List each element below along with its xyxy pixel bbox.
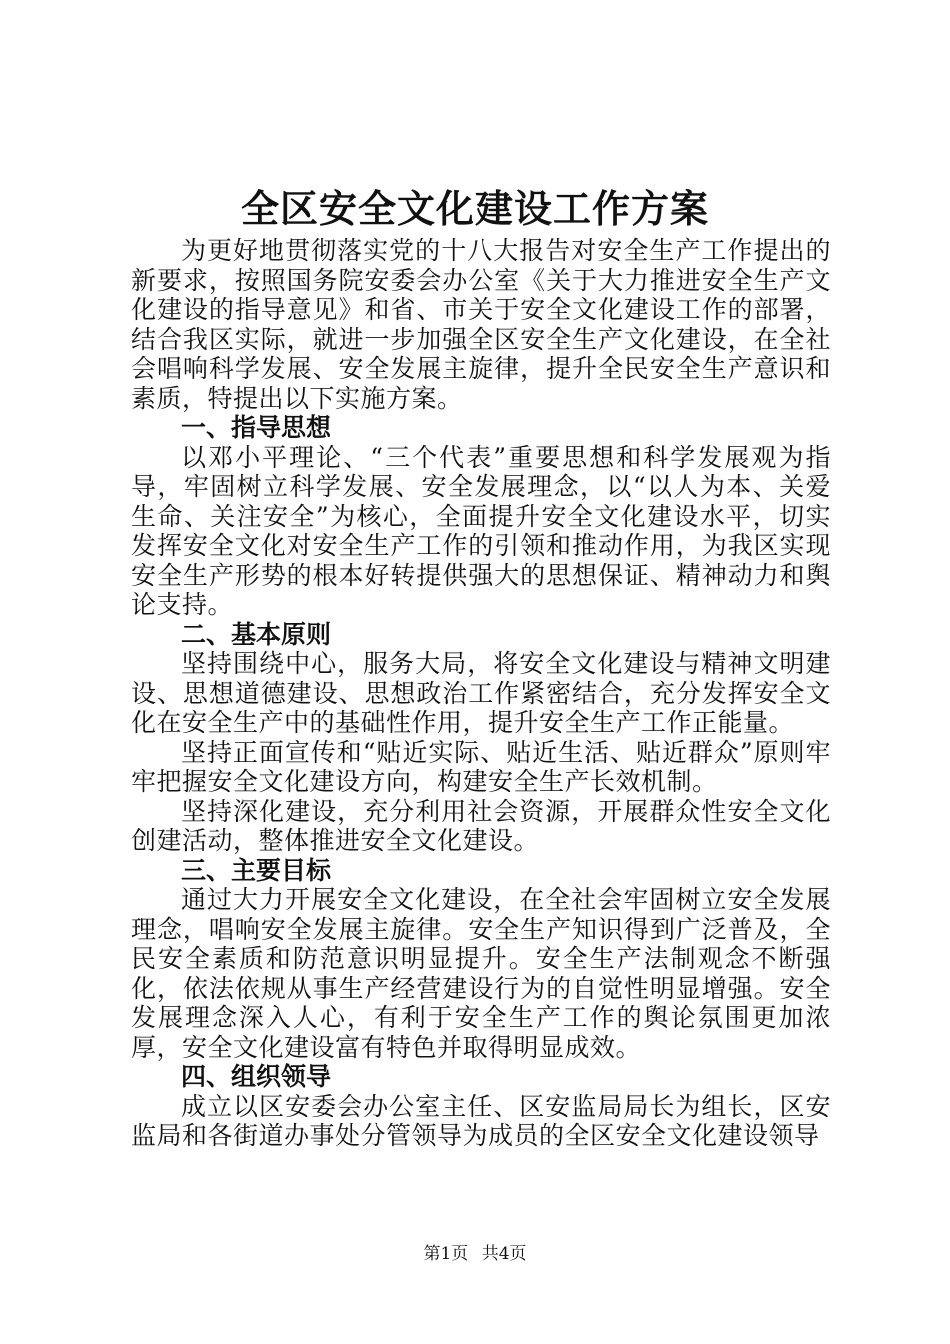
section-paragraph: 坚持正面宣传和“贴近实际、贴近生活、贴近群众”原则牢牢把握安全文化建设方向，构建安全生产长效机制。	[131, 737, 831, 796]
page-number: 第1页	[423, 1244, 469, 1264]
section-paragraph: 以邓小平理论、“三个代表”重要思想和科学发展观为指导，牢固树立科学发展、安全发展理念，以“以人为本、关爱生命、关注安全”为核心，全面提升安全文化建设水平，切实发挥安全文化对安全生产工作的引领和推动作用，为我区实现安全生产形势的根本好转提供强大的思想保证、精神动力和舆论支持。	[131, 442, 831, 619]
section-heading-organization: 四、组织领导	[181, 1062, 332, 1091]
page-total: 共4页	[481, 1244, 527, 1264]
section-paragraph: 通过大力开展安全文化建设，在全社会牢固树立安全发展理念，唱响安全发展主旋律。安全生产知识得到广泛普及，全民安全素质和防范意识明显提升。安全生产法制观念不断强化，依法依规从事生产经营建设行为的自觉性明显增强。安全发展理念深入人心，有利于安全生产工作的舆论氛围更加浓厚，安全文化建设富有特色并取得明显成效。	[131, 885, 831, 1062]
section-heading-basic-principles: 二、基本原则	[181, 619, 332, 649]
page-footer	[0, 1243, 950, 1265]
section-heading-guiding-ideology: 一、指导思想	[181, 413, 332, 442]
intro-paragraph: 为更好地贯彻落实党的十八大报告对安全生产工作提出的新要求，按照国务院安委会办公室《关于大力推进安全生产文化建设的指导意见》和省、市关于安全文化建设工作的部署，结合我区实际，就进一步加强全区安全生产文化建设，在全社会唱响科学发展、安全发展主旋律，提升全民安全生产意识和素质，特提出以下实施方案。	[131, 236, 831, 413]
section-paragraph: 坚持深化建设，充分利用社会资源，开展群众性安全文化创建活动，整体推进安全文化建设。	[131, 796, 831, 855]
document-title: 全区安全文化建设工作方案	[240, 186, 709, 231]
section-paragraph: 成立以区安委会办公室主任、区安监局局长为组长，区安监局和各街道办事处分管领导为成员的全区安全文化建设领导	[131, 1091, 831, 1150]
document-body	[131, 236, 831, 1151]
section-heading-main-goals: 三、主要目标	[181, 855, 332, 885]
section-paragraph: 坚持围绕中心，服务大局，将安全文化建设与精神文明建设、思想道德建设、思想政治工作紧密结合，充分发挥安全文化在安全生产中的基础性作用，提升安全生产工作正能量。	[131, 649, 831, 737]
